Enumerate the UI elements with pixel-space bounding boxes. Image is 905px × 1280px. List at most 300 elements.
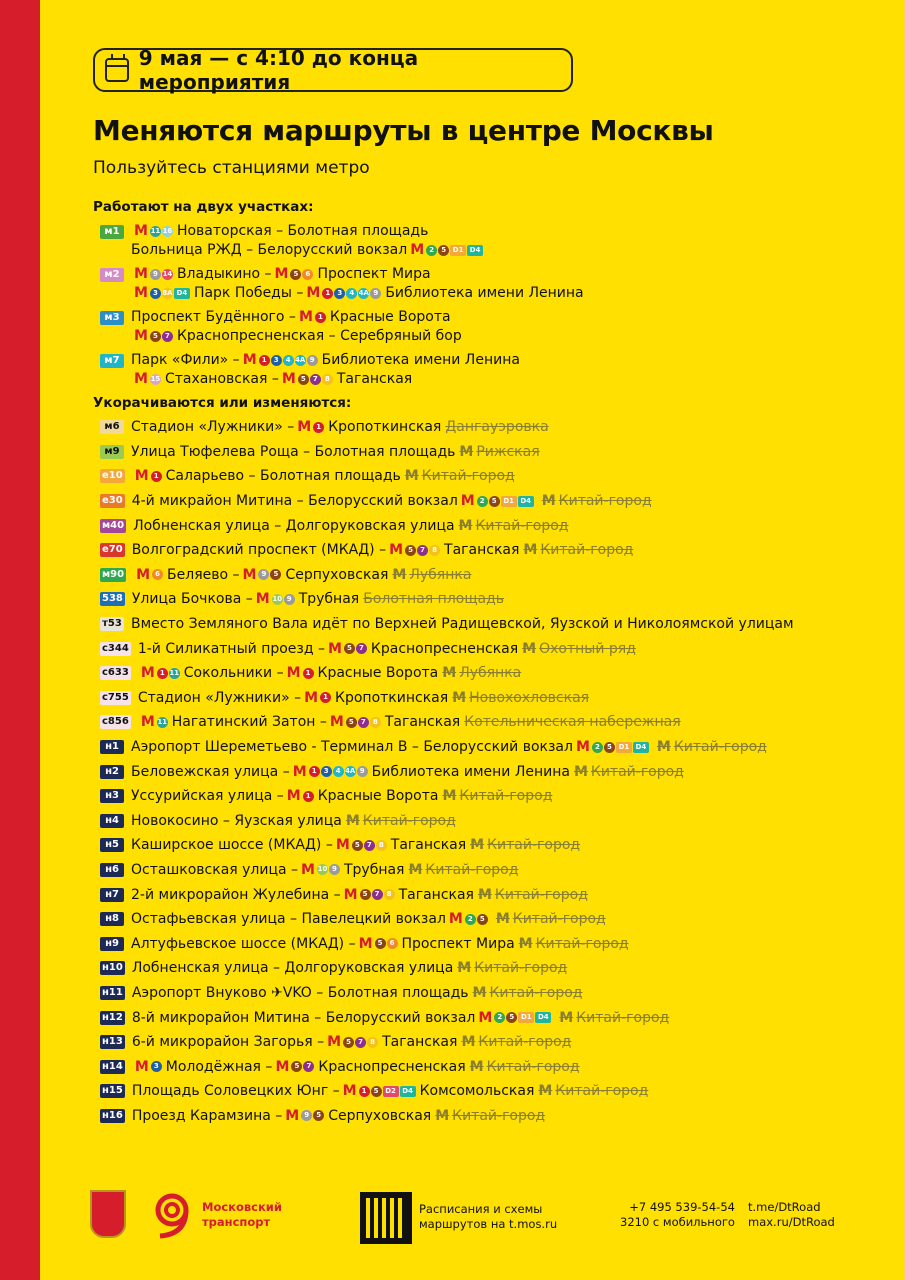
changed-route	[100, 956, 890, 981]
metro-lines-group	[285, 1108, 325, 1124]
metro-line-icon: 5	[291, 1061, 302, 1072]
segment-text: Проспект Мира	[317, 266, 431, 282]
metro-line-icon: 9	[370, 288, 381, 299]
removed-stop-name: Китай-город	[673, 739, 767, 756]
removed-stop-name: Китай-город	[489, 984, 583, 1001]
route-badge: с856	[102, 716, 129, 728]
metro-lines-group	[410, 241, 484, 260]
route-badge: н13	[102, 1036, 123, 1048]
route-text: Алтуфьевское шоссе (МКАД) –	[131, 935, 356, 952]
route-text: Уссурийская улица –	[131, 788, 284, 805]
metro-line-icon: 3	[150, 288, 161, 299]
metro-logo-icon: M	[459, 443, 474, 460]
route-end: Комсомольская	[419, 1083, 535, 1100]
metro-lines-group	[275, 265, 315, 284]
segment-text: Библиотека имени Ленина	[385, 285, 584, 301]
metro-line-icon: D4	[467, 245, 483, 256]
max-link[interactable]: max.ru/DtRoad	[748, 1215, 835, 1229]
metro-line-icon: 14	[162, 270, 173, 278]
removed-stop	[522, 641, 636, 657]
changed-route	[100, 907, 890, 932]
two-part-route	[100, 265, 890, 303]
metro-line-icon: 8	[376, 840, 387, 851]
metro-line-icon: 6	[302, 269, 313, 280]
route-segments	[131, 351, 520, 389]
metro-logo-icon: M	[140, 665, 155, 682]
changed-route	[100, 612, 890, 637]
removed-stop	[442, 788, 552, 804]
removed-stop-name: Рижская	[476, 443, 540, 460]
metro-lines-group	[256, 591, 296, 607]
route-badge: н15	[102, 1085, 123, 1097]
route-text: Каширское шоссе (МКАД) –	[131, 837, 333, 854]
route-text: 6-й микрорайон Загорья –	[131, 1034, 325, 1051]
metro-logo-icon: M	[448, 911, 463, 928]
metro-line-icon: 1	[151, 471, 162, 482]
removed-stop-name: Китай-город	[512, 911, 606, 928]
metro-line-icon: D4	[633, 742, 649, 753]
metro-lines-group	[243, 567, 283, 583]
metro-logo-icon: M	[298, 309, 313, 325]
metro-line-icon: 1	[313, 422, 324, 433]
section-heading-changed: Укорачиваются или изменяются:	[93, 395, 352, 411]
metro-logo-icon: M	[335, 837, 350, 854]
removed-stop	[392, 567, 471, 583]
changed-route	[100, 563, 890, 588]
route-badge: н14	[102, 1060, 123, 1072]
route-badge: м1	[100, 225, 124, 239]
route-end: Кропоткинская	[328, 419, 442, 436]
metro-line-icon: 8	[367, 1037, 378, 1048]
removed-stop-name: Китай-город	[425, 861, 519, 878]
removed-stop	[523, 542, 633, 558]
metro-logo-icon: M	[442, 788, 457, 805]
metro-lines-group	[135, 1059, 163, 1075]
metro-line-icon: D1	[518, 1012, 534, 1023]
metro-logo-icon: M	[342, 1083, 357, 1100]
metro-logo-icon: M	[656, 739, 671, 756]
changed-route	[100, 1054, 890, 1079]
metro-lines-group	[306, 284, 382, 303]
route-text: Новокосино – Яузская улица	[131, 812, 342, 829]
metro-lines-group	[344, 887, 396, 903]
metro-line-icon: 5	[344, 643, 355, 654]
route-badge: с755	[102, 691, 129, 703]
metro-line-icon: 10	[317, 865, 328, 874]
changed-route	[100, 1005, 890, 1030]
route-text: Стадион «Лужники» –	[131, 419, 295, 436]
metro-line-icon: 7	[310, 374, 321, 385]
metro-lines-group	[136, 567, 164, 583]
metro-line-icon: 5	[360, 889, 371, 900]
route-end: Сокольники –	[183, 665, 284, 682]
route-end: Таганская	[390, 837, 467, 854]
metro-lines-group	[297, 419, 325, 435]
telegram-link[interactable]: t.me/DtRoad	[748, 1200, 821, 1214]
route-segment-1	[131, 308, 462, 327]
segment-text: Красные Ворота	[329, 309, 451, 325]
section-heading-two-parts: Работают на двух участках:	[93, 199, 314, 215]
metro-line-icon: 7	[355, 1037, 366, 1048]
metro-logo-icon: M	[134, 468, 149, 485]
metro-line-icon: 5	[604, 742, 615, 753]
segment-text: Новаторская – Болотная площадь	[176, 223, 429, 239]
route-badge: т53	[100, 617, 124, 631]
metro-line-icon: 2	[426, 245, 437, 256]
metro-line-icon: 5	[270, 569, 281, 580]
changed-route	[100, 464, 890, 489]
metro-lines-group	[328, 641, 368, 657]
metro-logo-icon: M	[442, 665, 457, 682]
metro-lines-group	[478, 1010, 552, 1026]
changed-route	[100, 1079, 890, 1104]
removed-stop	[538, 1083, 648, 1099]
segment-text: Проспект Будённого –	[131, 309, 296, 325]
metro-line-icon: 4A	[358, 289, 369, 297]
metro-logo-icon: M	[460, 493, 475, 510]
changed-route	[100, 661, 890, 686]
metro-line-icon: 1	[315, 312, 326, 323]
route-text: Улица Бочкова –	[131, 591, 253, 608]
route-end: Краснопресненская	[370, 640, 519, 657]
metro-logo-icon: M	[541, 493, 556, 510]
route-text: Остафьевская улица – Павелецкий вокзал	[131, 911, 446, 928]
changed-route	[100, 538, 890, 563]
changed-route	[100, 858, 890, 883]
metro-line-icon: 5	[438, 245, 449, 256]
route-text: Проезд Карамзина –	[131, 1107, 283, 1124]
route-badge: н6	[100, 863, 124, 877]
removed-stop-name: Китай-город	[535, 935, 629, 952]
changed-route	[100, 735, 890, 760]
qr-code-icon[interactable]	[360, 1192, 412, 1244]
changed-route	[100, 981, 890, 1006]
changed-route	[100, 686, 890, 711]
route-badge: н9	[100, 937, 124, 951]
route-segment-2	[131, 327, 462, 346]
metro-logo-icon: M	[134, 285, 148, 301]
removed-stop	[435, 1108, 545, 1124]
metro-logo-icon: M	[392, 566, 407, 583]
route-segments	[131, 265, 584, 303]
route-text: Площадь Соловецких Юнг –	[131, 1083, 340, 1100]
metro-line-icon: 5	[375, 938, 386, 949]
metro-logo-icon: M	[134, 223, 148, 239]
removed-stop	[457, 960, 567, 976]
metro-logo-icon: M	[410, 242, 425, 258]
metro-line-icon: 1	[157, 668, 168, 679]
route-text: Волгоградский проспект (МКАД) –	[131, 542, 387, 559]
route-text: Вместо Земляного Вала идёт по Верхней Радищевской, Яузской и Николоямской улицам	[131, 616, 794, 633]
metro-logo-icon: M	[275, 1058, 290, 1075]
route-text: Улица Тюфелева Роща – Болотная площадь	[131, 443, 456, 460]
metro-logo-icon: M	[408, 861, 423, 878]
metro-line-icon: 9	[301, 1110, 312, 1121]
metro-logo-icon: M	[458, 517, 473, 534]
removed-stop-name: Китай-город	[362, 812, 456, 829]
metro-line-icon: 1	[303, 791, 314, 802]
metro-line-icon: D1	[501, 496, 517, 507]
schedule-info: Расписания и схемы маршрутов на t.mos.ru	[419, 1202, 558, 1231]
removed-stop	[363, 591, 504, 607]
removed-stop-name: Китай-город	[558, 493, 652, 510]
metro-logo-icon: M	[559, 1009, 574, 1026]
metro-line-icon: 15	[150, 375, 161, 383]
metro-line-icon: 5	[405, 545, 416, 556]
metro-logo-icon: M	[389, 542, 404, 559]
changed-route	[100, 882, 890, 907]
metro-lines-group	[135, 468, 163, 484]
metro-logo-icon: M	[140, 714, 155, 731]
metro-lines-group	[336, 837, 388, 853]
removed-stop-name: Китай-город	[576, 1009, 670, 1026]
metro-line-icon: 7	[417, 545, 428, 556]
metro-lines-group	[359, 936, 399, 952]
metro-line-icon: 9	[150, 269, 161, 280]
metro-logo-icon: M	[461, 1034, 476, 1051]
metro-line-icon: 1	[320, 692, 331, 703]
route-badge: н16	[102, 1109, 123, 1121]
metro-line-icon: 5	[150, 331, 161, 342]
route-text: 2-й микрорайон Жулебина –	[131, 886, 341, 903]
metro-line-icon: D4	[400, 1086, 416, 1097]
removed-stop-name: Дангауэровка	[445, 419, 549, 436]
route-text: 1-й Силикатный проезд –	[137, 640, 325, 657]
removed-stop-name: Лубянка	[459, 665, 522, 682]
phone-info: +7 495 539-54-54 3210 с мобильного	[620, 1200, 735, 1229]
route-badge: н3	[100, 789, 124, 803]
removed-stop	[559, 1010, 669, 1026]
removed-stop	[574, 764, 684, 780]
metro-line-icon: 11	[169, 668, 180, 677]
route-badge: н2	[100, 765, 124, 779]
metro-line-icon: 9	[357, 766, 368, 777]
metro-line-icon: 4	[346, 288, 357, 299]
metro-logo-icon: M	[495, 911, 510, 928]
metro-line-icon: 4A	[344, 767, 356, 776]
removed-stop-name: Китай-город	[494, 886, 588, 903]
metro-logo-icon: M	[575, 739, 590, 756]
metro-line-icon: 4	[283, 355, 294, 366]
route-end: Таганская	[382, 1034, 458, 1051]
removed-stop-name: Китай-город	[590, 763, 684, 780]
route-segment-2	[131, 284, 584, 303]
removed-stop	[464, 714, 680, 730]
metro-lines-group	[576, 739, 650, 755]
changed-route	[100, 415, 890, 440]
metro-line-icon: 9	[307, 355, 318, 366]
metro-line-icon: 9	[284, 594, 295, 605]
metro-logo-icon: M	[134, 328, 148, 344]
metro-logo-icon: M	[343, 886, 358, 903]
removed-stop-name: Китай-город	[555, 1083, 649, 1100]
metro-lines-group	[243, 351, 319, 370]
route-text: Аэропорт Внуково ✈VKO – Болотная площадь	[131, 984, 469, 1001]
segment-text: Стахановская –	[164, 371, 279, 387]
metro-lines-group	[287, 788, 315, 804]
route-end: Кропоткинская	[335, 689, 449, 706]
social-links	[748, 1200, 835, 1230]
changed-route	[100, 587, 890, 612]
route-end: Таганская	[398, 886, 474, 903]
brand-name: Московский транспорт	[202, 1200, 282, 1229]
removed-stop	[459, 518, 569, 534]
changed-route	[100, 710, 890, 735]
changed-route	[100, 513, 890, 538]
metro-logo-icon: M	[301, 861, 315, 878]
metro-line-icon: 5	[343, 1037, 354, 1048]
metro-line-icon: 5	[313, 1110, 324, 1121]
segment-text: Больница РЖД – Белорусский вокзал	[131, 242, 408, 258]
metro-lines-group	[389, 542, 441, 558]
metro-logo-icon: M	[472, 984, 487, 1001]
changed-route	[100, 809, 890, 834]
metro-line-icon: 1	[359, 1086, 370, 1097]
removed-stop	[496, 911, 606, 927]
route-text: Лобненская улица – Долгоруковская улица	[131, 960, 454, 977]
segment-text: Библиотека имени Ленина	[321, 352, 520, 368]
metro-line-icon: 5	[298, 374, 309, 385]
route-segment-1	[131, 222, 487, 241]
metro-lines-group	[330, 714, 382, 730]
metro-logo-icon: M	[478, 1009, 493, 1026]
metro-lines-group	[134, 327, 174, 346]
metro-line-icon: 6	[387, 938, 398, 949]
route-segments	[131, 308, 462, 346]
route-text: Аэропорт Шереметьево - Терминал В – Белорусский вокзал	[131, 739, 573, 756]
route-badge: н5	[100, 838, 124, 852]
changed-route	[100, 833, 890, 858]
route-badge: е10	[102, 470, 123, 482]
metro-logo-icon: M	[292, 763, 307, 780]
route-end: Проспект Мира	[401, 935, 515, 952]
route-end: Молодёжная –	[165, 1058, 273, 1075]
page-subtitle: Пользуйтесь станциями метро	[93, 158, 370, 178]
metro-line-icon: 6	[152, 569, 163, 580]
metro-line-icon: 3	[271, 355, 282, 366]
segment-text: Парк Победы –	[193, 285, 304, 301]
metro-line-icon: 7	[372, 889, 383, 900]
metro-line-icon: D1	[450, 245, 466, 256]
metro-line-icon: 7	[364, 840, 375, 851]
route-badge: м9	[100, 445, 124, 459]
metro-lines-group	[299, 308, 327, 327]
removed-stop-name: Китай-город	[487, 837, 581, 854]
removed-stop	[405, 468, 515, 484]
metro-lines-group	[141, 714, 169, 730]
removed-stop	[542, 493, 652, 509]
route-badge: м3	[100, 311, 124, 325]
metro-lines-group	[134, 370, 162, 389]
route-badge: м7	[100, 354, 124, 368]
metro-logo-icon: M	[297, 419, 312, 436]
metro-line-icon: 1	[259, 355, 270, 366]
removed-stop	[657, 739, 767, 755]
left-red-stripe	[0, 0, 40, 1280]
metro-line-icon: 8	[322, 374, 333, 385]
changed-route	[100, 1104, 890, 1129]
metro-line-icon: 7	[162, 331, 173, 342]
metro-logo-icon: M	[523, 542, 538, 559]
page-title: Меняются маршруты в центре Москвы	[93, 114, 714, 147]
route-end: Серпуховская	[285, 566, 389, 583]
metro-line-icon: 5	[352, 840, 363, 851]
metro-lines-group	[304, 690, 332, 706]
metro-logo-icon: M	[134, 1058, 149, 1075]
route-text: 4-й микрайон Митина – Белорусский вокзал	[131, 493, 458, 510]
metro-line-icon: 8A	[162, 289, 173, 297]
date-text: 9 мая — с 4:10 до конца мероприятия	[138, 46, 419, 94]
metro-line-icon: 1	[309, 766, 320, 777]
route-badge: 538	[102, 593, 123, 605]
segment-text: Парк «Фили» –	[131, 352, 240, 368]
metro-logo-icon: M	[469, 1058, 484, 1075]
removed-stop	[346, 813, 456, 829]
route-badge: н4	[100, 814, 124, 828]
metro-logo-icon: M	[518, 935, 533, 952]
metro-logo-icon: M	[477, 886, 492, 903]
metro-lines-group	[282, 370, 334, 389]
removed-stop	[470, 837, 580, 853]
route-badge: м40	[102, 519, 125, 531]
removed-stop	[461, 1034, 571, 1050]
segment-text: Таганская	[336, 371, 413, 387]
route-badge: н10	[102, 962, 123, 974]
metro-logo-icon: M	[358, 935, 373, 952]
metro-line-icon: 9	[258, 569, 269, 580]
route-end: Трубная	[343, 861, 405, 878]
metro-line-icon: 8	[370, 717, 381, 728]
metro-lines-group	[293, 764, 369, 780]
metro-logo-icon: M	[522, 640, 537, 657]
metro-lines-group	[327, 1034, 379, 1050]
changed-routes-list	[100, 415, 890, 1128]
removed-stop-name: Лубянка	[409, 566, 472, 583]
route-text: Стадион «Лужники» –	[137, 689, 302, 706]
metro-logo-icon: M	[255, 591, 270, 608]
metro-logo-icon: M	[573, 763, 588, 780]
route-end: Таганская	[444, 542, 520, 559]
metro-logo-icon: M	[538, 1083, 553, 1100]
metro-logo-icon: M	[136, 566, 151, 583]
metro-line-icon: D4	[535, 1012, 551, 1023]
route-segments	[131, 222, 487, 260]
changed-route	[100, 440, 890, 465]
metro-lines-group	[343, 1083, 417, 1099]
route-segment-1	[131, 351, 520, 370]
route-segment-2	[131, 370, 520, 389]
metro-logo-icon: M	[286, 788, 301, 805]
metro-lines-group	[134, 265, 174, 284]
moscow-transport-logo-icon	[148, 1190, 198, 1240]
metro-line-icon: 1	[303, 668, 314, 679]
route-badge: м2	[100, 268, 124, 282]
removed-stop-name: Китай-город	[474, 960, 568, 977]
route-badge: м90	[102, 568, 125, 580]
metro-line-icon: D2	[383, 1086, 399, 1097]
route-badge: н1	[100, 740, 124, 754]
metro-logo-icon: M	[274, 266, 289, 282]
route-text: 8-й микрорайон Митина – Белорусский вокзал	[131, 1009, 476, 1026]
changed-route	[100, 489, 890, 514]
calendar-icon	[105, 58, 129, 82]
removed-stop-name: Болотная площадь	[363, 591, 505, 608]
metro-line-icon: D4	[174, 288, 190, 299]
removed-stop-name: Китай-город	[540, 542, 634, 559]
removed-stop	[408, 862, 518, 878]
metro-line-icon: 4A	[294, 356, 306, 364]
removed-stop-name: Китай-город	[475, 517, 569, 534]
